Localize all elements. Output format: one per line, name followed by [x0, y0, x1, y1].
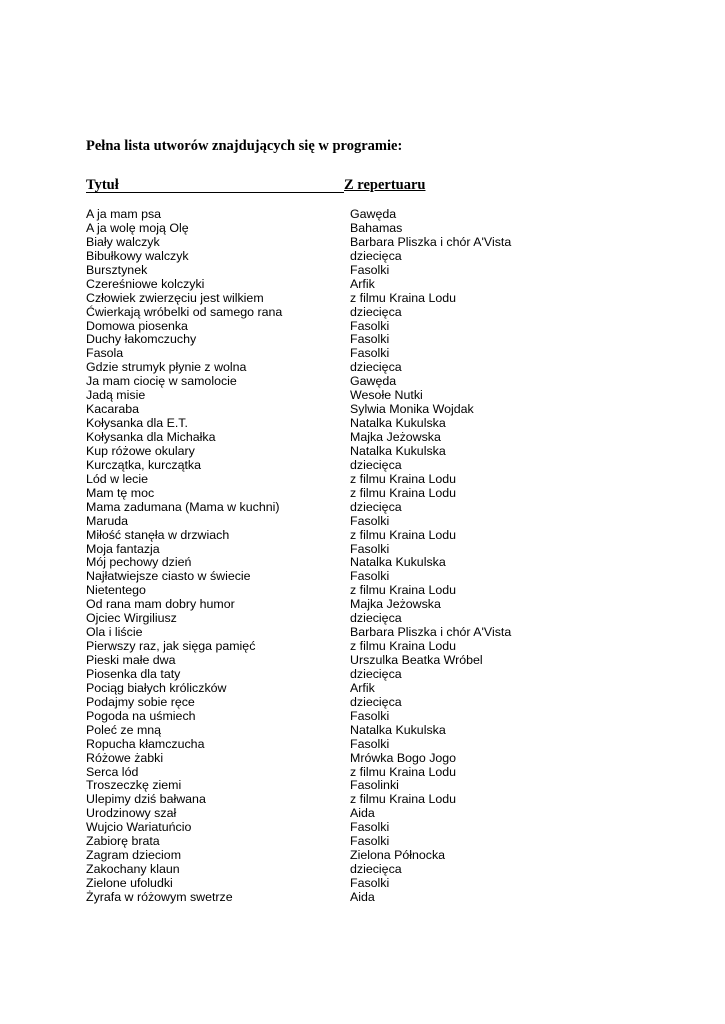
song-title: Pogoda na uśmiech: [86, 708, 196, 723]
list-item: [86, 361, 646, 375]
list-item: [86, 347, 646, 361]
song-source: Natalka Kukulska: [350, 555, 446, 570]
list-item: [86, 292, 646, 306]
song-title: Ropucha kłamczucha: [86, 736, 205, 751]
song-source: Aida: [350, 889, 375, 904]
song-title: Poleć ze mną: [86, 722, 162, 737]
song-title: Ola i liście: [86, 625, 143, 640]
song-title: Nietentego: [86, 583, 146, 598]
list-item: [86, 375, 646, 389]
list-item: [86, 752, 646, 766]
song-title: Urodzinowy szał: [86, 806, 177, 821]
list-item: [86, 487, 646, 501]
list-item: [86, 208, 646, 222]
song-title: Mój pechowy dzień: [86, 555, 192, 570]
song-source: Barbara Pliszka i chór A'Vista: [350, 625, 512, 640]
song-source: Fasolinki: [350, 778, 399, 793]
list-item: [86, 529, 646, 543]
song-source: Fasolki: [350, 736, 390, 751]
song-title: Miłość stanęła w drzwiach: [86, 527, 230, 542]
song-source: z filmu Kraina Lodu: [350, 485, 457, 500]
song-source: Majka Jeżowska: [350, 430, 441, 444]
song-source: Fasolki: [350, 834, 390, 849]
song-title: Lód w lecie: [86, 471, 148, 486]
list-item: [86, 668, 646, 682]
song-source: Fasolki: [350, 262, 390, 277]
list-item: [86, 278, 646, 292]
song-title: Troszeczkę ziemi: [86, 778, 182, 793]
list-item: [86, 236, 646, 250]
list-item: [86, 250, 646, 264]
song-title: A ja mam psa: [86, 207, 162, 221]
list-item: [86, 264, 646, 278]
song-title: Najłatwiejsze ciasto w świecie: [86, 569, 251, 584]
song-source: z filmu Kraina Lodu: [350, 471, 457, 486]
song-source: z filmu Kraina Lodu: [350, 792, 457, 807]
song-source: Fasolki: [350, 541, 390, 556]
song-source: Wesołe Nutki: [350, 388, 423, 403]
song-title: Ja mam ciocię w samolocie: [86, 374, 237, 389]
song-source: Fasolki: [350, 820, 390, 835]
list-item: [86, 738, 646, 752]
song-title: Pieski małe dwa: [86, 653, 176, 667]
song-title: Wujcio Wariatuńcio: [86, 820, 192, 835]
song-title: Pierwszy raz, jak sięga pamięć: [86, 639, 256, 654]
song-title: Bibułkowy walczyk: [86, 248, 189, 263]
list-item: [86, 570, 646, 584]
song-source: Fasolki: [350, 318, 390, 333]
list-item: [86, 389, 646, 403]
song-source: Fasolki: [350, 346, 390, 361]
song-source: dziecięca: [350, 611, 402, 626]
song-title: Duchy łakomczuchy: [86, 332, 197, 347]
song-title: Pociąg białych króliczków: [86, 680, 227, 695]
song-source: Bahamas: [350, 220, 403, 235]
song-title: Kurczątka, kurczątka: [86, 457, 202, 472]
song-title: Jadą misie: [86, 388, 146, 403]
song-source: Natalka Kukulska: [350, 443, 446, 458]
list-item: [86, 863, 646, 877]
song-title: Serca lód: [86, 764, 139, 779]
list-item: [86, 640, 646, 654]
song-title: Moja fantazja: [86, 541, 160, 556]
list-item: [86, 417, 646, 431]
list-item: [86, 807, 646, 821]
list-item: [86, 626, 646, 640]
list-item: [86, 891, 646, 905]
list-item: [86, 821, 646, 835]
song-title: Ulepimy dziś bałwana: [86, 792, 206, 807]
list-item: [86, 654, 646, 668]
list-item: [86, 543, 646, 557]
song-source: Arfik: [350, 680, 375, 695]
song-source: Natalka Kukulska: [350, 416, 446, 431]
song-source: Aida: [350, 806, 375, 821]
song-title: Domowa piosenka: [86, 318, 188, 333]
song-title: Mam tę moc: [86, 485, 155, 500]
song-title: Od rana mam dobry humor: [86, 597, 235, 612]
song-source: dziecięca: [350, 304, 402, 319]
song-source: Gawęda: [350, 207, 397, 221]
list-item: [86, 222, 646, 236]
song-source: dziecięca: [350, 248, 402, 263]
song-title: Zakochany klaun: [86, 862, 180, 877]
song-source: Sylwia Monika Wojdak: [350, 402, 474, 417]
song-list: [86, 208, 646, 905]
list-item: [86, 696, 646, 710]
song-source: Fasolki: [350, 876, 390, 890]
song-source: Barbara Pliszka i chór A'Vista: [350, 234, 512, 249]
song-source: z filmu Kraina Lodu: [350, 764, 457, 779]
list-item: [86, 793, 646, 807]
list-item: [86, 710, 646, 724]
song-title: Piosenka dla taty: [86, 666, 181, 681]
song-title: Gdzie strumyk płynie z wolna: [86, 360, 247, 375]
column-header-source: Z repertuaru: [344, 177, 426, 193]
list-item: [86, 877, 646, 891]
document-heading: Pełna lista utworów znajdujących się w programie:: [86, 138, 403, 154]
list-item: [86, 849, 646, 863]
song-title: Zabiorę brata: [86, 834, 160, 849]
song-title: Zielone ufoludki: [86, 876, 173, 890]
song-title: Kup różowe okulary: [86, 443, 195, 458]
song-source: z filmu Kraina Lodu: [350, 583, 457, 598]
list-item: [86, 612, 646, 626]
song-source: Urszulka Beatka Wróbel: [350, 653, 483, 667]
list-item: [86, 724, 646, 738]
song-title: Czereśniowe kolczyki: [86, 276, 205, 291]
song-title: Fasola: [86, 346, 124, 361]
song-source: Fasolki: [350, 513, 390, 528]
song-source: Fasolki: [350, 332, 390, 347]
song-title: Zagram dzieciom: [86, 848, 182, 863]
song-title: Biały walczyk: [86, 234, 160, 249]
song-source: dziecięca: [350, 360, 402, 375]
column-header-title: [86, 176, 344, 193]
song-title: Kołysanka dla E.T.: [86, 416, 188, 431]
song-source: Natalka Kukulska: [350, 722, 446, 737]
list-item: [86, 556, 646, 570]
list-item: [86, 835, 646, 849]
list-item: [86, 306, 646, 320]
song-title: Mama zadumana (Mama w kuchni): [86, 499, 280, 514]
song-source: Gawęda: [350, 374, 397, 389]
list-item: [86, 515, 646, 529]
song-title: Ojciec Wirgiliusz: [86, 611, 177, 626]
song-source: z filmu Kraina Lodu: [350, 639, 457, 654]
song-title: A ja wolę moją Olę: [86, 220, 189, 235]
column-header-title-label: Tytuł: [86, 177, 119, 193]
song-source: Fasolki: [350, 708, 390, 723]
song-source: Zielona Północka: [350, 848, 446, 863]
song-source: Fasolki: [350, 569, 390, 584]
song-title: Różowe żabki: [86, 750, 164, 765]
song-title: Kacaraba: [86, 402, 140, 417]
song-title: Bursztynek: [86, 262, 148, 277]
list-item: [86, 598, 646, 612]
list-item: [86, 333, 646, 347]
song-source: dziecięca: [350, 694, 402, 709]
song-source: dziecięca: [350, 457, 402, 472]
list-item: [86, 779, 646, 793]
song-source: z filmu Kraina Lodu: [350, 290, 457, 305]
list-item: [86, 459, 646, 473]
list-item: [86, 501, 646, 515]
list-item: [86, 682, 646, 696]
song-title: Podajmy sobie ręce: [86, 694, 195, 709]
list-item: [86, 403, 646, 417]
song-source: z filmu Kraina Lodu: [350, 527, 457, 542]
song-title: Maruda: [86, 513, 129, 528]
song-source: Mrówka Bogo Jogo: [350, 750, 457, 765]
song-title: Kołysanka dla Michałka: [86, 430, 216, 444]
list-item: [86, 584, 646, 598]
song-title: Człowiek zwierzęciu jest wilkiem: [86, 290, 264, 305]
song-source: dziecięca: [350, 666, 402, 681]
list-item: [86, 473, 646, 487]
list-item: [86, 445, 646, 459]
song-source: Arfik: [350, 276, 375, 291]
list-item: [86, 320, 646, 334]
song-source: dziecięca: [350, 862, 402, 877]
list-item: [86, 431, 646, 445]
list-item: [86, 766, 646, 780]
song-source: Majka Jeżowska: [350, 597, 441, 612]
song-source: dziecięca: [350, 499, 402, 514]
song-title: Ćwierkają wróbelki od samego rana: [86, 304, 283, 319]
song-title: Żyrafa w różowym swetrze: [86, 889, 233, 904]
